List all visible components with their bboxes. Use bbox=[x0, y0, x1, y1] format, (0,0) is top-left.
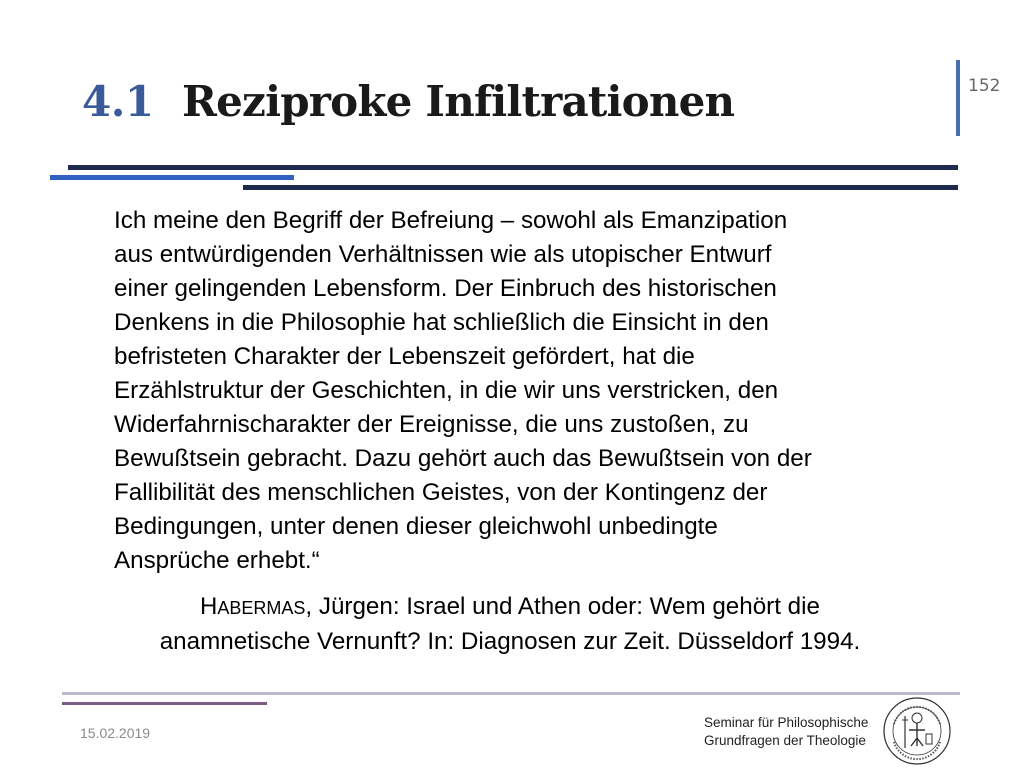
page-number-divider bbox=[956, 60, 960, 136]
quote-line: Fallibilität des menschlichen Geistes, von der Kontingenz der bbox=[114, 479, 768, 506]
quote-block bbox=[114, 204, 944, 578]
quote-line: Bedingungen, unter denen dieser gleichwohl unbedingte bbox=[114, 513, 718, 540]
seminar-line-2: Grundfragen der Theologie bbox=[704, 733, 866, 748]
title-rule-accent bbox=[50, 175, 294, 180]
quote-line: Bewußtsein gebracht. Dazu gehört auch das Bewußtsein von der bbox=[114, 445, 812, 472]
quote-line: befristeten Charakter der Lebenszeit gefördert, hat die bbox=[114, 343, 695, 370]
quote-line: einer gelingenden Lebensform. Der Einbruch des historischen bbox=[114, 275, 777, 302]
section-number: 4.1 bbox=[82, 76, 154, 126]
citation-author-initial: H bbox=[200, 593, 218, 620]
quote-line: Erzählstruktur der Geschichten, in die wir uns verstricken, den bbox=[114, 377, 779, 404]
citation-line-1-rest: , Jürgen: Israel und Athen oder: Wem gehört die bbox=[305, 593, 820, 620]
quote-line: Ansprüche erhebt.“ bbox=[114, 547, 320, 574]
page-title: Reziproke Infiltrationen bbox=[182, 76, 735, 126]
citation bbox=[60, 590, 960, 659]
footer-rule bbox=[62, 692, 960, 695]
university-seal-icon bbox=[880, 694, 954, 768]
quote-line: Widerfahrnischarakter der Ereignisse, die uns zustoßen, zu bbox=[114, 411, 749, 438]
citation-line-2: anamnetische Vernunft? In: Diagnosen zur Zeit. Düsseldorf 1994. bbox=[159, 628, 861, 655]
citation-line-1 bbox=[60, 590, 960, 625]
title-rule-bottom bbox=[243, 185, 958, 190]
seminar-line-1: Seminar für Philosophische bbox=[704, 715, 869, 730]
citation-author-smallcaps: ABERMAS bbox=[217, 598, 306, 618]
page-number: 152 bbox=[968, 76, 1001, 96]
footer-date: 15.02.2019 bbox=[80, 725, 151, 741]
quote-line: Denkens in die Philosophie hat schließlich die Einsicht in den bbox=[114, 309, 769, 336]
footer-rule-accent bbox=[62, 702, 267, 705]
quote-line: Ich meine den Begriff der Befreiung – sowohl als Emanzipation bbox=[114, 207, 788, 234]
footer-seminar bbox=[704, 714, 868, 750]
title-rule-top bbox=[68, 165, 958, 170]
quote-line: aus entwürdigenden Verhältnissen wie als utopischer Entwurf bbox=[114, 241, 772, 268]
slide-title bbox=[82, 70, 734, 132]
